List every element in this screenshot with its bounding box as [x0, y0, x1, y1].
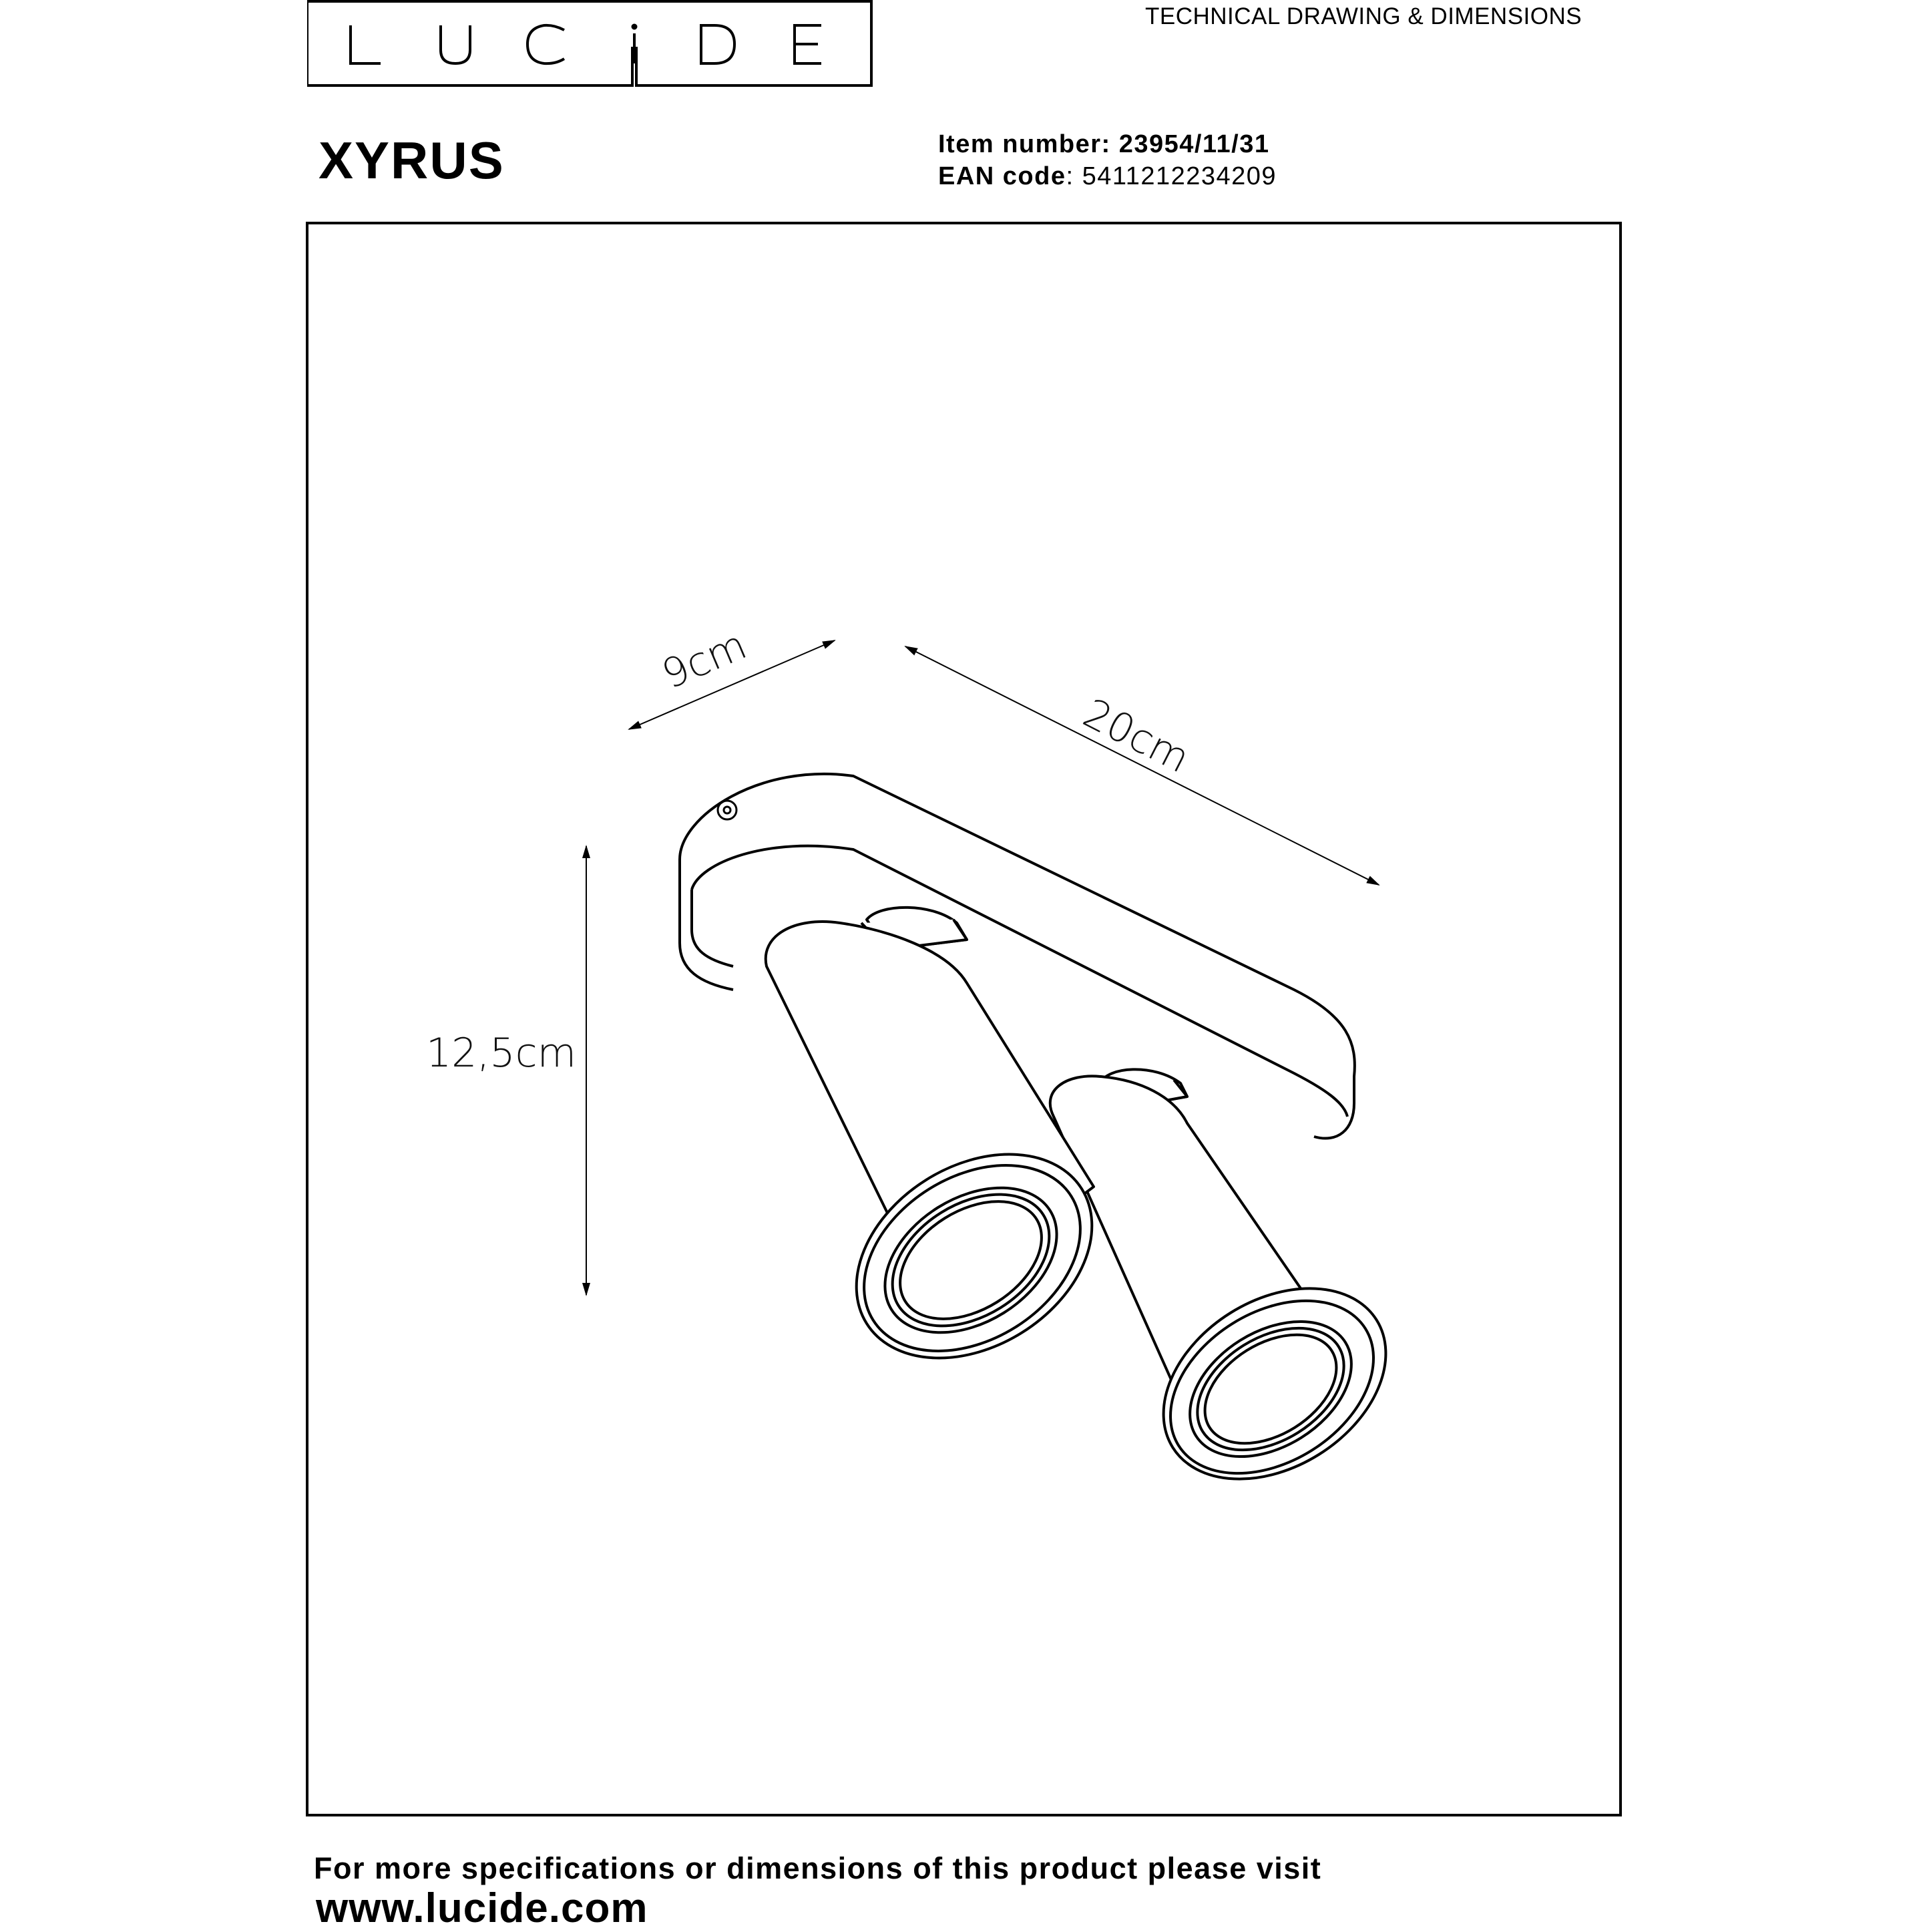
dim-depth-label: 9cm — [655, 621, 754, 699]
document-type-label: TECHNICAL DRAWING & DIMENSIONS — [1145, 3, 1582, 29]
dim-length-label: 20cm — [1076, 689, 1197, 783]
lamp-illustration — [680, 774, 1421, 1519]
ean-label: EAN code — [938, 162, 1066, 190]
footer-text: For more specifications or dimensions of this product please visit — [314, 1851, 1322, 1885]
lucide-logo — [307, 0, 875, 87]
dim-height-label: 12,5cm — [426, 1030, 577, 1077]
item-number-value: 23954/11/31 — [1118, 130, 1270, 158]
ean-line — [938, 162, 1277, 191]
spotlight-rear — [1050, 1069, 1421, 1518]
item-number-label: Item number: — [938, 130, 1111, 158]
technical-drawing — [306, 222, 1622, 1816]
product-name: XYRUS — [318, 131, 505, 190]
dim-line-length — [905, 646, 1379, 885]
ean-separator: : — [1066, 162, 1074, 190]
ean-value: 5411212234209 — [1082, 162, 1277, 190]
item-number-line — [938, 130, 1270, 159]
screw-icon — [718, 801, 736, 819]
base-plate-rim — [680, 859, 733, 990]
footer-website-link[interactable]: www.lucide.com — [316, 1885, 648, 1931]
